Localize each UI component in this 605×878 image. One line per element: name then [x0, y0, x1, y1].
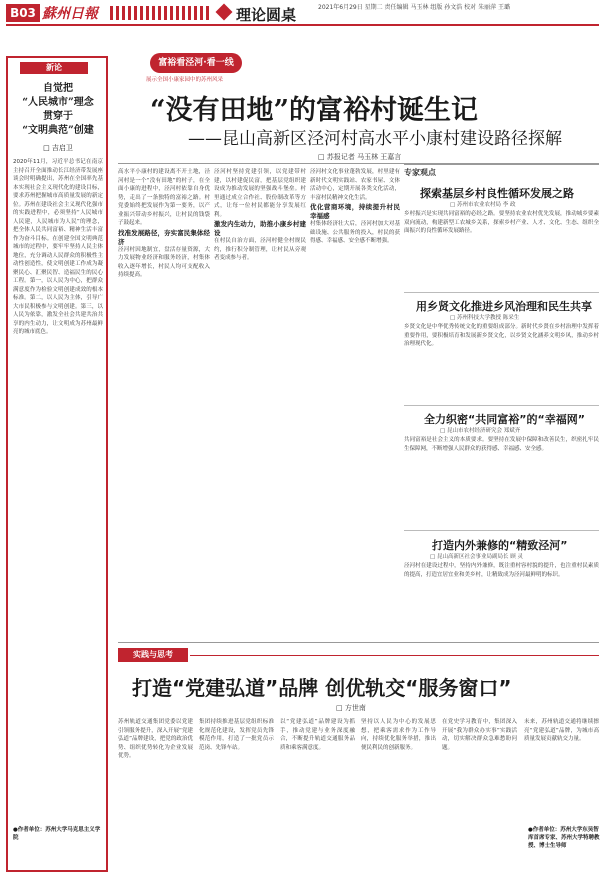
expert-article-author: □ 昆山高新区社会事业局副局长 顾 灵 — [430, 554, 523, 560]
expert-heading: 专家观点 — [404, 164, 599, 179]
feature-badge-subtitle: 展示全国小康家园中的苏州风采 — [146, 77, 224, 83]
feature-column-2 — [214, 168, 306, 638]
expert-article-title: 探索基层乡村良性循环发展之路 — [420, 187, 574, 200]
header-rule — [6, 24, 599, 26]
expert-article-title: 打造内外兼修的“精致泾河” — [432, 539, 568, 552]
paragraph: 泾河村因地制宜，盘活存量资源，大力发展物业经济和服务经济，村集体收入逐年增长，村民人均可支配收入持续提高。 — [118, 246, 210, 278]
expert-article-title: 用乡贤文化推进乡风治理和民生共享 — [416, 300, 592, 313]
column-tag: 新论 — [20, 62, 88, 74]
section-divider — [118, 642, 599, 643]
expert-divider — [404, 405, 599, 406]
practice-column: 以“党建弘道”品牌建设为抓手，推动党建与业务深度融合，不断提升轨道交通服务品质和乘客满意度。 — [280, 719, 355, 751]
expert-article-author: □ 苏州科技大学教授 陈采生 — [450, 315, 520, 321]
expert-article-author: □ 苏州市农业农村局 李 政 — [450, 202, 516, 208]
title-line: 贯穿于 — [43, 111, 73, 122]
expert-divider — [404, 292, 599, 293]
left-article-body: 2020年11月，习近平总书记在南京主持召开全面推动长江经济带发展座谈会时明确提出，苏州在全国率先基本实现社会主义现代化的建设目标，要求苏州把握城市高质量发展的新定位。苏州在建设社会主义现代化强市的实践进程中，必须坚持“人民城市人民建，人民城市为人民”的理念，把全体人民共同富裕、精神生活丰富作为奋斗目标。在创建全国文明典范城市的过程中，要牢牢坚持人民主体地位，充分调动人民群众的积极性主动性创造性，使文明创建工作成为凝聚民心、汇聚民智、造福民生的民心工程。第一，以人民为中心，把群众满意度作为检验文明创建成效的根本标准。第二，以人民为主体，引导广大市民积极参与文明创建。第三，以人民为依靠，激发全社会共建共治共享的内生动力，让文明成为苏州最鲜亮的城市底色。 — [13, 159, 103, 335]
masthead-logo: 蘇州日報 — [42, 6, 98, 22]
practice-rule — [190, 655, 599, 656]
expert-article-author: □ 昆山市农村经济研究会 郑斌齐 — [440, 428, 521, 434]
practice-footer: ●作者单位：苏州大学东吴智库首席专家、苏州大学特聘教授、博士生导师 — [528, 827, 600, 849]
header-stripes — [110, 6, 210, 20]
page-number: B03 — [6, 4, 40, 22]
section-subhead: 激发内生动力，助推小康乡村建设 — [214, 220, 306, 237]
feature-subtitle: ——昆山高新区泾河村高水平小康村建设路径探解 — [188, 129, 562, 149]
paragraph: 高水平小康村的建设离不开土地，泾河村是一个“没有田地”的村子，在全面小康的进程中，泾河村依靠自身优势，走出了一条独特的富裕之路。村党委始终把发展作为第一要务，以产业振兴带动乡村振兴，让村民的钱袋子鼓起来。 — [118, 169, 210, 226]
feature-column-3 — [310, 168, 400, 638]
practice-author: □ 方世南 — [336, 704, 366, 712]
paragraph: 泾河村文化事业蓬勃发展，村里建有新时代文明实践站、农家书屋、文体活动中心，定期开展各类文化活动，丰富村民精神文化生活。 — [310, 169, 400, 201]
expert-article-title: 全力织密“共同富裕”的“幸福网” — [424, 413, 585, 426]
practice-tag: 实践与思考 — [118, 648, 188, 662]
practice-title: 打造“党建弘道”品牌 创优轨交“服务窗口” — [132, 676, 512, 700]
diamond-icon — [216, 4, 233, 21]
practice-column: 在党史学习教育中，集团深入开展“我为群众办实事”实践活动，切实解决群众急难愁盼问题。 — [442, 719, 517, 751]
feature-column-1 — [118, 168, 210, 638]
practice-column: 未来，苏州轨道交通将继续擦亮“党建弘道”品牌，为城市高质量发展贡献轨交力量。 — [524, 719, 599, 742]
left-article-title — [12, 82, 104, 138]
section-subhead: 优化营商环境，持续提升村民幸福感 — [310, 203, 400, 220]
expert-article-body: 泾河村在建设过程中，坚持内外兼修，既注重村容村貌的提升，也注重村民素质的提高，打造宜居宜业和美乡村，让精致成为泾河最鲜明的标识。 — [404, 563, 599, 578]
expert-article-body: 共同富裕是社会主义的本质要求。要坚持在发展中保障和改善民生，织密扎牢民生保障网，不断增强人民群众的获得感、幸福感、安全感。 — [404, 437, 599, 452]
practice-column: 苏州轨道交通集团党委以党建引领服务提升，深入开展“党建弘道”品牌建设，把党的政治优势、组织优势转化为企业发展优势。 — [118, 719, 193, 759]
title-line: 自觉把 — [43, 83, 73, 94]
expert-divider — [404, 530, 599, 531]
practice-column: 集团持续推进基层党组织标准化规范化建设，发挥党员先锋模范作用，打造了一批党员示范岗、先锋车站。 — [199, 719, 274, 751]
expert-article-body: 乡村振兴是实现共同富裕的必经之路。要坚持农业农村优先发展，推动城乡要素双向流动，构建新型工农城乡关系，探索乡村产业、人才、文化、生态、组织全面振兴的良性循环发展路径。 — [404, 211, 599, 234]
expert-article-body: 乡贤文化是中华优秀传统文化的重要组成部分。新时代乡贤在乡村治理中发挥着重要作用，要积极培育和发展新乡贤文化，以乡贤文化涵养文明乡风，推动乡村治理现代化。 — [404, 324, 599, 347]
practice-column: 坚持以人民为中心的发展思想，把乘客需求作为工作导向，持续优化服务举措，推出便民利民的创新服务。 — [361, 719, 436, 751]
paragraph: 泾河村坚持党建引领，以党建带村建，以村建促民富，把基层党组织建设成为推动发展的坚强战斗堡垒。村里通过成立合作社、股份制改革等方式，让每一位村民都能分享发展红利。 — [214, 169, 306, 218]
left-article-footer: ●作者单位：苏州大学马克思主义学院 — [13, 827, 101, 841]
header-meta: 2021年6月29日 星期二 责任编辑 马玉林 组版 孙文浩 校对 朱丽萍 王璐 — [318, 4, 510, 11]
title-line: “人民城市”理念 — [22, 97, 94, 108]
section-title: 理论圆桌 — [236, 6, 297, 24]
title-line: “文明典范”创建 — [22, 125, 94, 136]
section-subhead: 找准发展路径，夯实富民集体经济 — [118, 228, 210, 246]
feature-badge: 富裕看泾河·看一线 — [150, 53, 242, 73]
left-article-author: □ 吉启卫 — [43, 144, 73, 152]
feature-byline: □ 苏报记者 马玉林 王嘉言 — [318, 153, 402, 161]
feature-title: “没有田地”的富裕村诞生记 — [150, 95, 479, 126]
paragraph: 在村民自治方面，泾河村健全村规民约，推行积分制管理，让村民从旁观者变成参与者。 — [214, 238, 306, 261]
paragraph: 村集体经济壮大后，泾河村加大对基础设施、公共服务的投入，村民的获得感、幸福感、安全感不断增强。 — [310, 221, 400, 244]
